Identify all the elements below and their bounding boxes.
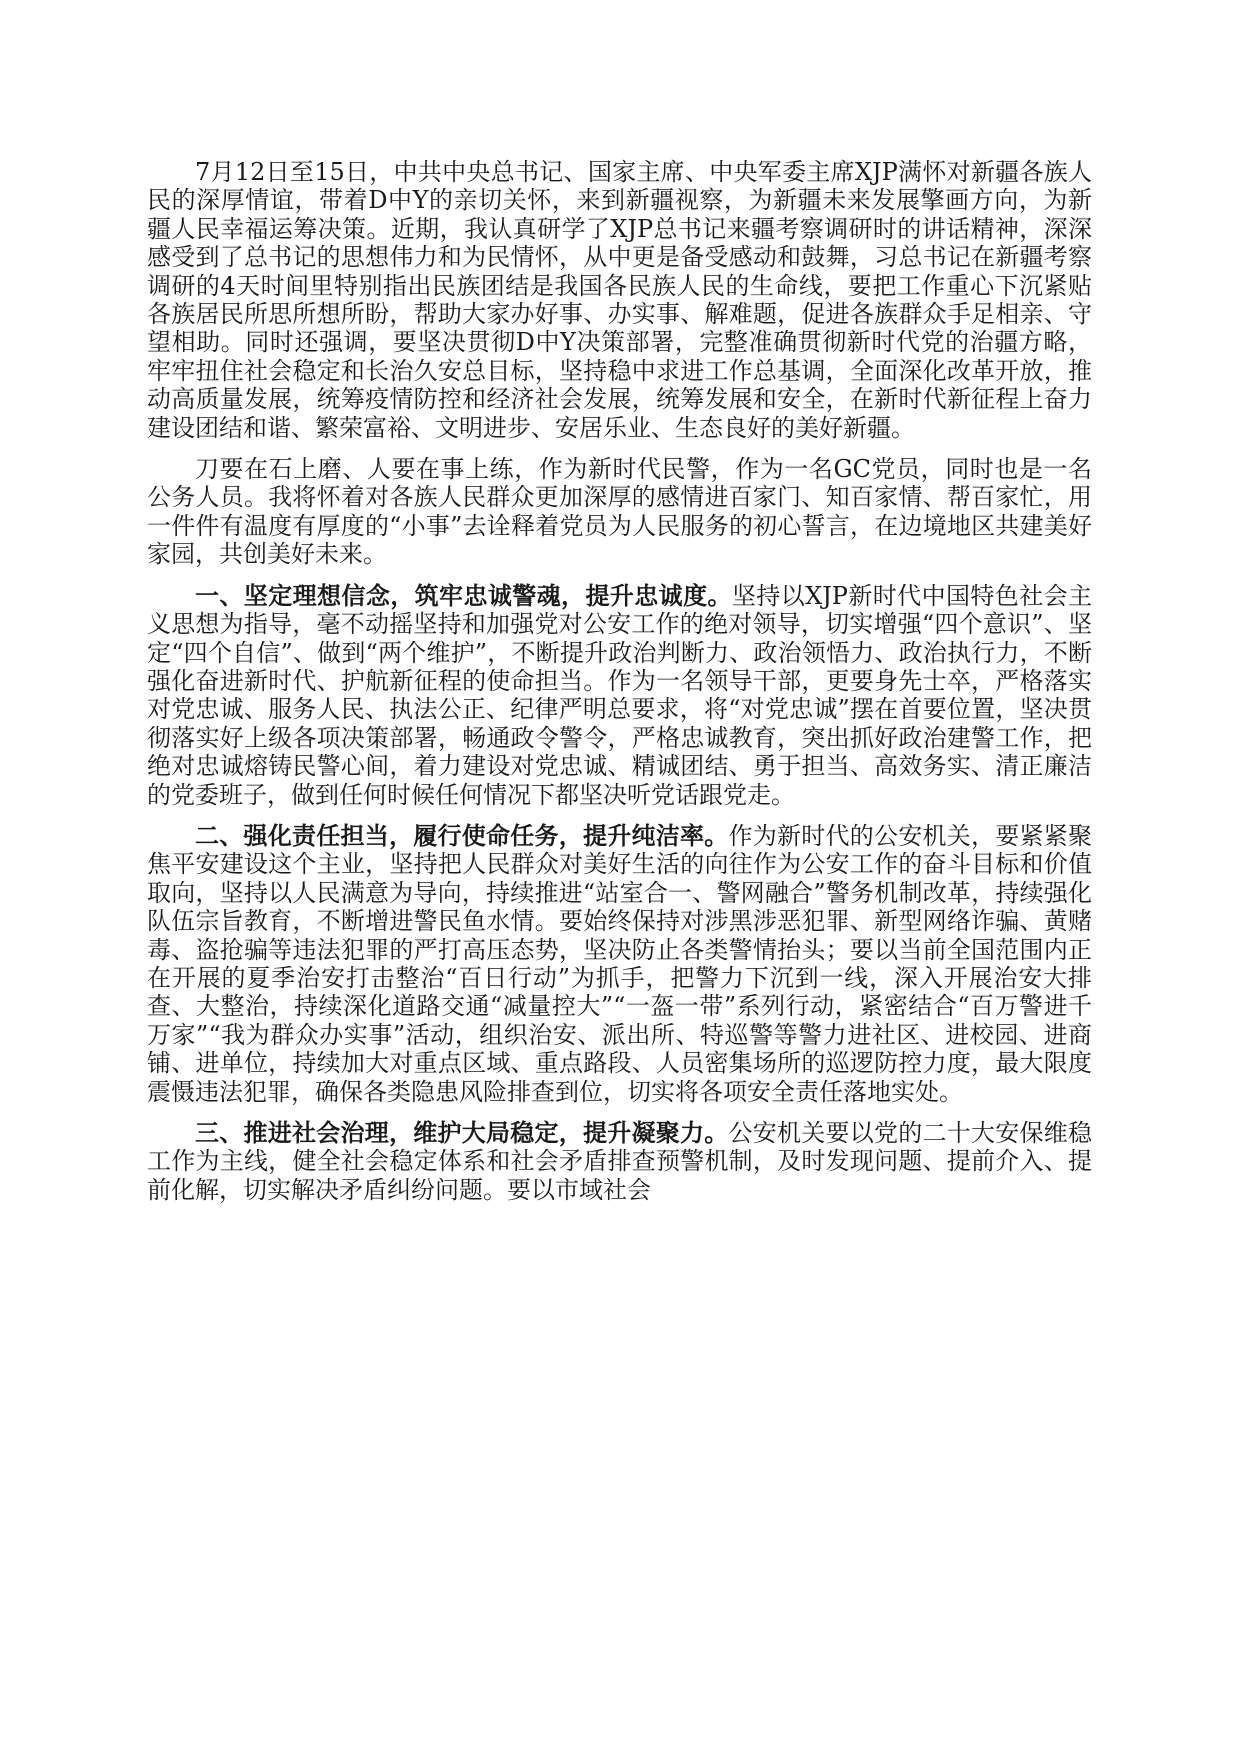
paragraph-commitment [147,455,1092,569]
section-heading: 三、推进社会治理，维护大局稳定，提升凝聚力。 [195,1118,729,1147]
paragraph-section-1 [147,582,1092,809]
paragraph-section-2 [147,822,1092,1106]
document-page [147,158,1092,1217]
paragraph-text: 公安机关要以党的二十大安保维稳工作为主线，健全社会稳定体系和社会矛盾排查预警机制，及时发现问题、提前介入、提前化解，切实解决矛盾纠纷问题。要以市域社会 [147,1119,1092,1204]
section-heading: 一、坚定理想信念，筑牢忠诚警魂，提升忠诚度。 [195,580,732,610]
paragraph-text: 坚持以XJP新时代中国特色社会主义思想为指导，毫不动摇坚持和加强党对公安工作的绝对领导，切实增强“四个意识”、坚定“四个自信”、做到“两个维护”，不断提升政治判断力、政治领悟力、政治执行力，不断强化奋进新时代、护航新征程的使命担当。作为一名领导干部，更要身先士卒，严格落实对党忠诚、服务人民、执法公正、纪律严明总要求，将“对党忠诚”摆在首要位置，坚决贯彻落实好上级各项决策部署，畅通政令警令，严格忠诚教育，突出抓好政治建警工作，把绝对忠诚熔铸民警心间，着力建设对党忠诚、精诚团结、勇于担当、高效务实、清正廉洁的党委班子，做到任何时候任何情况下都坚决听党话跟党走。 [147,581,1092,809]
paragraph-text: 刀要在石上磨、人要在事上练，作为新时代民警，作为一名GC党员，同时也是一名公务人员。我将怀着对各族人民群众更加深厚的感情进百家门、知百家情、帮百家忙，用一件件有温度有厚度的“小事”去诠释着党员为人民服务的初心誓言，在边境地区共建美好家园，共创美好未来。 [147,455,1092,569]
paragraph-intro [147,158,1092,442]
paragraph-section-3 [147,1119,1092,1204]
section-heading: 二、强化责任担当，履行使命任务，提升纯洁率。 [195,820,729,850]
paragraph-text: 7月12日至15日，中共中央总书记、国家主席、中央军委主席XJP满怀对新疆各族人民的深厚情谊，带着D中Y的亲切关怀，来到新疆视察，为新疆未来发展擎画方向，为新疆人民幸福运筹决策。近期，我认真研学了XJP总书记来疆考察调研时的讲话精神，深深感受到了总书记的思想伟力和为民情怀，从中更是备受感动和鼓舞，习总书记在新疆考察调研的4天时间里特别指出民族团结是我国各民族人民的生命线，要把工作重心下沉紧贴各族居民所思所想所盼，帮助大家办好事、办实事、解难题，促进各族群众手足相亲、守望相助。同时还强调，要坚决贯彻D中Y决策部署，完整准确贯彻新时代党的治疆方略，牢牢扭住社会稳定和长治久安总目标，坚持稳中求进工作总基调，全面深化改革开放，推动高质量发展，统筹疫情防控和经济社会发展，统筹发展和安全，在新时代新征程上奋力建设团结和谐、繁荣富裕、文明进步、安居乐业、生态良好的美好新疆。 [147,158,1092,442]
paragraph-text: 作为新时代的公安机关，要紧紧聚焦平安建设这个主业，坚持把人民群众对美好生活的向往作为公安工作的奋斗目标和价值取向，坚持以人民满意为导向，持续推进“站室合一、警网融合”警务机制改革，持续强化队伍宗旨教育，不断增进警民鱼水情。要始终保持对涉黑涉恶犯罪、新型网络诈骗、黄赌毒、盗抢骗等违法犯罪的严打高压态势，坚决防止各类警情抬头；要以当前全国范围内正在开展的夏季治安打击整治“百日行动”为抓手，把警力下沉到一线，深入开展治安大排查、大整治，持续深化道路交通“减量控大”“一盔一带”系列行动，紧密结合“百万警进千万家”“我为群众办实事”活动，组织治安、派出所、特巡警等警力进社区、进校园、进商铺、进单位，持续加大对重点区域、重点路段、人员密集场所的巡逻防控力度，最大限度震慑违法犯罪，确保各类隐患风险排查到位，切实将各项安全责任落地实处。 [147,821,1092,1106]
